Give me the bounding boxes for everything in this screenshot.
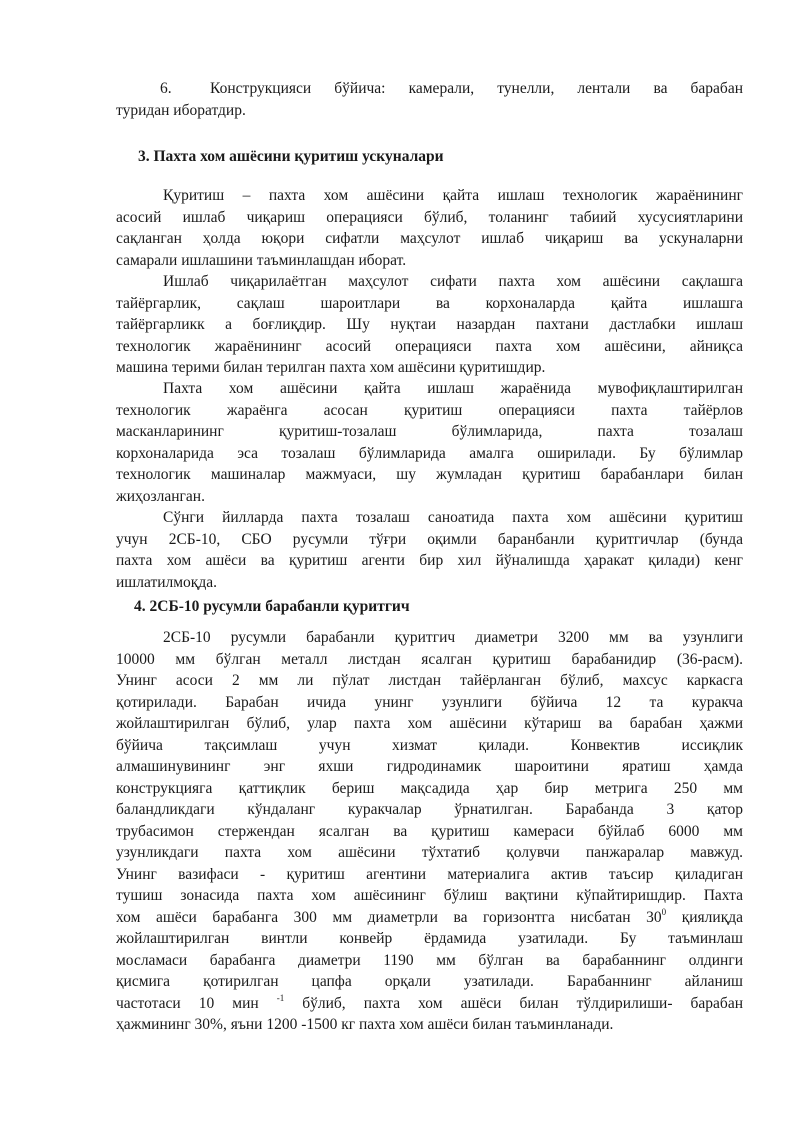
text-line: масканларининг қуритиш-тозалаш бўлимларида, пахта тозалаш <box>116 423 743 440</box>
text-line: самарали ишлашини таъминлашдан иборат. <box>116 251 407 269</box>
text-line: алмашинувининг энг яхши гидродинамик шароитини яратиш ҳамда <box>116 758 743 775</box>
text-line: пахта хом ашёси ва қуритиш агенти бир хил йўналишда ҳаракат қилади) кенг <box>116 552 743 569</box>
text-line: баландликдаги кўндаланг куракчалар ўрнатилган. Барабанда 3 қатор <box>116 801 743 818</box>
section-3-paragraph-3 <box>116 378 743 507</box>
exponent-superscript: -1 <box>276 992 285 1003</box>
text-line: бўйича тақсимлаш учун хизмат қилади. Конвектив иссиқлик <box>116 736 743 754</box>
section-3-paragraph-2 <box>116 271 743 379</box>
text-line: Қуритиш – пахта хом ашёсини қайта ишлаш технологик жараёнининг <box>163 187 743 204</box>
text-line: Сўнги йилларда пахта тозалаш саноатида пахта хом ашёсини қуритиш <box>163 509 743 526</box>
section-3-paragraph-1 <box>116 185 743 271</box>
text-line: технологик жараёнининг асосий операцияси пахта хом ашёсини, айниқса <box>116 337 743 355</box>
text-fragment: қиялиқда <box>666 908 743 926</box>
text-line: 10000 мм бўлган металл листдан ясалган қуритиш барабанидир (36-расм). <box>116 650 743 668</box>
text-fragment: бўлиб, пахта хом ашёси билан тўлдирилиши- барабан <box>284 994 743 1012</box>
section-3-paragraph-4 <box>116 507 743 593</box>
item-6-second-line: туридан иборатдир. <box>116 101 246 119</box>
text-line: тайёргарлик, сақлаш шароитлари ва корхоналарда қайта ишлашга <box>116 294 743 312</box>
item-6-first-line <box>116 78 743 100</box>
text-line: Ишлаб чиқарилаётган маҳсулот сифати пахта хом ашёсини сақлашга <box>163 273 743 290</box>
text-line-with-exponent <box>116 993 743 1015</box>
text-line: ҳажмининг 30%, яъни 1200 -1500 кг пахта хом ашёси билан таъминланади. <box>116 1016 614 1033</box>
item-number: 6. <box>160 80 172 97</box>
text-line: асосий ишлаб чиқариш операцияси бўлиб, толанинг табиий хусусиятларини <box>116 208 743 226</box>
text-line-with-degree <box>116 907 743 929</box>
text-line: ишлатилмоқда. <box>116 573 217 591</box>
text-line: Унинг вазифаси - қуритиш агентини материалига актив таъсир қиладиган <box>116 865 743 883</box>
text-line: тушиш зонасида пахта хом ашёсининг бўлиш вақтини кўпайтиришдир. Пахта <box>116 887 743 904</box>
text-line: Пахта хом ашёсини қайта ишлаш жараёнида мувофиқлаштирилган <box>163 380 743 397</box>
text-line: Унинг асоси 2 мм ли пўлат листдан тайёрланган бўлиб, махсус каркасга <box>116 672 743 689</box>
text-fragment: частотаси 10 мин <box>116 994 277 1012</box>
text-line: технологик машиналар мажмуаси, шу жумладан қуритиш барабанлари билан <box>116 466 743 483</box>
text-line: 2СБ-10 русумли барабанли қуритгич диаметри 3200 мм ва узунлиги <box>163 629 743 646</box>
text-line: узунликдаги пахта хом ашёсини тўхтатиб қолувчи панжаралар мавжуд. <box>116 844 743 861</box>
text-fragment: хом ашёси барабанга 300 мм диаметрли ва горизонтга нисбатан 30 <box>116 908 662 926</box>
text-line: корхоналарида эса тозалаш бўлимларида амалга оширилади. Бу бўлимлар <box>116 444 743 462</box>
text-line: учун 2СБ-10, СБО русумли тўғри оқимли баранбанли қуритгичлар (бунда <box>116 530 743 548</box>
item-6-text: Конструкцияси бўйича: камерали, тунелли, лентали ва барабан <box>210 80 743 97</box>
text-line: жойлаштирилган бўлиб, улар пахта хом ашёсини кўтариш ва барабан ҳажми <box>116 715 743 732</box>
text-line: сақланган ҳолда юқори сифатли маҳсулот ишлаб чиқариш ва ускуналарни <box>116 230 743 247</box>
text-line: қисмига қотирилган цапфа орқали узатилади. Барабаннинг айланиш <box>116 973 743 990</box>
text-line: трубасимон стержендан ясалган ва қуритиш камераси бўйлаб 6000 мм <box>116 822 743 840</box>
text-line: машина терими билан терилган пахта хом ашёсини қуритишдир. <box>116 359 546 376</box>
text-line: жиҳозланган. <box>116 487 205 505</box>
section-4-heading: 4. 2СБ-10 русумли барабанли қуритгич <box>134 598 410 615</box>
section-3-heading: 3. Пахта хом ашёсини қуритиш ускуналари <box>138 148 444 165</box>
text-line: технологик жараёнга асосан қуритиш операцияси пахта тайёрлов <box>116 401 743 419</box>
item-6-paragraph <box>116 78 743 121</box>
text-line: қотирилади. Барабан ичида унинг узунлиги бўйича 12 та куракча <box>116 693 743 711</box>
text-line: жойлаштирилган винтли конвейр ёрдамида узатилади. Бу таъминлаш <box>116 930 743 947</box>
degree-superscript: 0 <box>661 906 667 917</box>
text-line: конструкцияга қаттиқлик бериш мақсадида ҳар бир метрига 250 мм <box>116 779 743 797</box>
text-line: тайёргарликк а боғлиқдир. Шу нуқтаи назардан пахтани дастлабки ишлаш <box>116 316 743 333</box>
text-line: мосламаси барабанга диаметри 1190 мм бўлган ва барабаннинг олдинги <box>116 951 743 969</box>
section-4-paragraph <box>116 627 743 1036</box>
